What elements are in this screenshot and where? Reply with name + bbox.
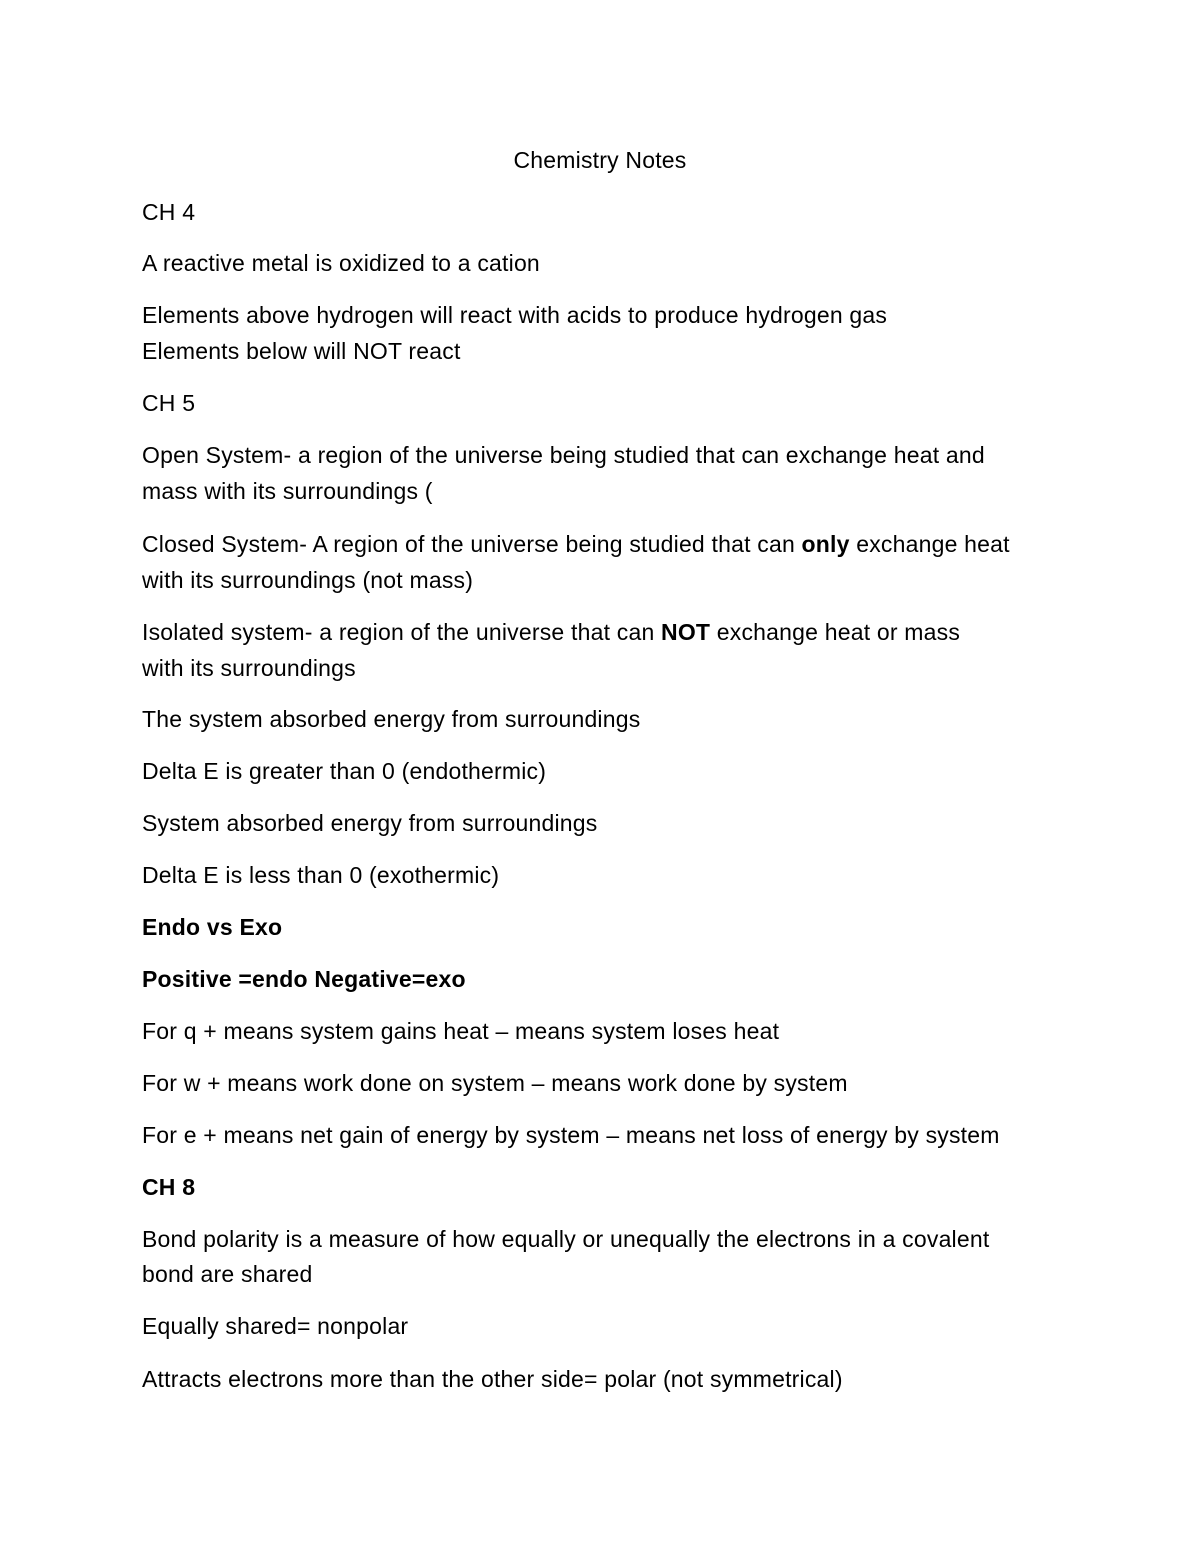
note-line: Delta E is greater than 0 (endothermic) <box>142 758 547 784</box>
chapter-5-heading: CH 5 <box>142 390 196 416</box>
note-line <box>142 526 1072 562</box>
page-title: Chemistry Notes <box>513 147 687 173</box>
note-line: bond are shared <box>142 1261 313 1287</box>
note-line: Open System- a region of the universe being studied that can exchange heat and <box>142 442 985 468</box>
chapter-8-heading: CH 8 <box>142 1174 196 1200</box>
note-line: For w + means work done on system – means work done by system <box>142 1070 848 1096</box>
emphasis-text: NOT <box>661 619 711 645</box>
note-line: For q + means system gains heat – means system loses heat <box>142 1018 780 1044</box>
note-line: with its surroundings <box>142 655 356 681</box>
note-text: Closed System- A region of the universe being studied that can <box>142 531 802 557</box>
note-line: Equally shared= nonpolar <box>142 1313 409 1339</box>
chapter-4-heading: CH 4 <box>142 199 196 225</box>
note-line: Bond polarity is a measure of how equally or unequally the electrons in a covalent <box>142 1226 990 1252</box>
note-text: exchange heat or mass <box>710 619 961 645</box>
emphasis-text: only <box>801 531 850 557</box>
note-line: Elements below will NOT react <box>142 338 461 364</box>
note-line: The system absorbed energy from surroundings <box>142 706 641 732</box>
note-line: Elements above hydrogen will react with acids to produce hydrogen gas <box>142 302 888 328</box>
note-line: with its surroundings (not mass) <box>142 567 474 593</box>
note-line: Attracts electrons more than the other side= polar (not symmetrical) <box>142 1366 843 1392</box>
note-line: mass with its surroundings ( <box>142 478 433 504</box>
note-text: exchange heat <box>849 531 1010 557</box>
note-line: System absorbed energy from surroundings <box>142 810 598 836</box>
note-line <box>142 614 1072 650</box>
note-line: For e + means net gain of energy by system – means net loss of energy by system <box>142 1122 1000 1148</box>
note-line: A reactive metal is oxidized to a cation <box>142 250 540 276</box>
note-text: Isolated system- a region of the universe that can <box>142 619 662 645</box>
note-line: Delta E is less than 0 (exothermic) <box>142 862 500 888</box>
subheading: Positive =endo Negative=exo <box>142 966 466 992</box>
subheading: Endo vs Exo <box>142 914 283 940</box>
